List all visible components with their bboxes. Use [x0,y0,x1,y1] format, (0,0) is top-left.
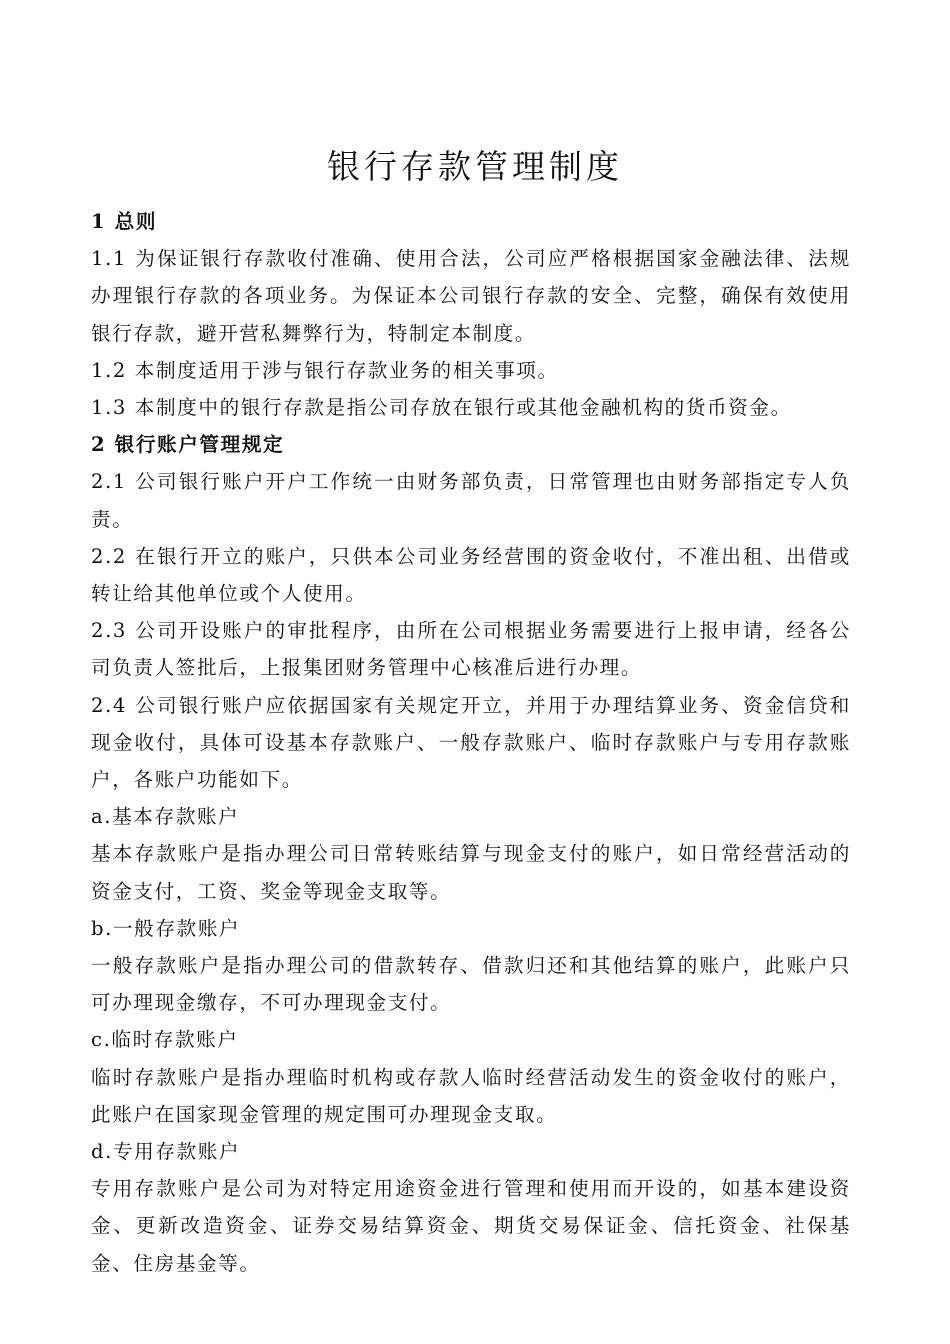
clause-1-3: 1.3 本制度中的银行存款是指公司存放在银行或其他金融机构的货币资金。 [91,396,792,420]
account-temporary-text: 临时存款账户是指办理临时机构或存款人临时经营活动发生的资金收付的账户，此账户在国家现金管理的规定围可办理现金支取。 [91,1065,851,1126]
document-body [91,203,851,1282]
account-general-text: 一般存款账户是指办理公司的借款转存、借款归还和其他结算的账户，此账户只可办理现金缴存，不可办理现金支付。 [91,954,851,1015]
clause-2-4: 2.4 公司银行账户应依据国家有关规定开立，并用于办理结算业务、资金信贷和现金收付，具体可设基本存款账户、一般存款账户、临时存款账户与专用存款账户，各账户功能如下。 [91,693,851,792]
clause-1-2: 1.2 本制度适用于涉与银行存款业务的相关事项。 [91,358,559,382]
account-basic-text: 基本存款账户是指办理公司日常转账结算与现金支付的账户，如日常经营活动的资金支付，工资、奖金等现金支取等。 [91,842,851,903]
document-title: 银行存款管理制度 [327,147,623,186]
account-basic-label: a.基本存款账户 [91,805,240,829]
clause-2-3: 2.3 公司开设账户的审批程序，由所在公司根据业务需要进行上报申请，经各公司负责人签批后，上报集团财务管理中心核准后进行办理。 [91,619,851,680]
account-general-label: b.一般存款账户 [91,916,241,940]
account-special-text: 专用存款账户是公司为对特定用途资金进行管理和使用而开设的，如基本建设资金、更新改造资金、证券交易结算资金、期货交易保证金、信托资金、社保基金、住房基金等。 [91,1177,851,1275]
section-heading-general: 1 总则 [91,210,158,233]
account-temporary-label: c.临时存款账户 [91,1028,239,1052]
clause-2-1: 2.1 公司银行账户开户工作统一由财务部负责，日常管理也由财务部指定专人负责。 [91,470,851,531]
account-special-label: d.专用存款账户 [91,1140,241,1164]
section-heading-bank-accounts: 2 银行账户管理规定 [91,433,285,457]
clause-2-2: 2.2 在银行开立的账户，只供本公司业务经营围的资金收付，不准出租、出借或转让给其他单位或个人使用。 [91,544,851,606]
clause-1-1: 1.1 为保证银行存款收付准确、使用合法，公司应严格根据国家金融法律、法规办理银行存款的各项业务。为保证本公司银行存款的安全、完整，确保有效使用银行存款，避开营私舞弊行为，特制定本制度。 [91,247,851,345]
